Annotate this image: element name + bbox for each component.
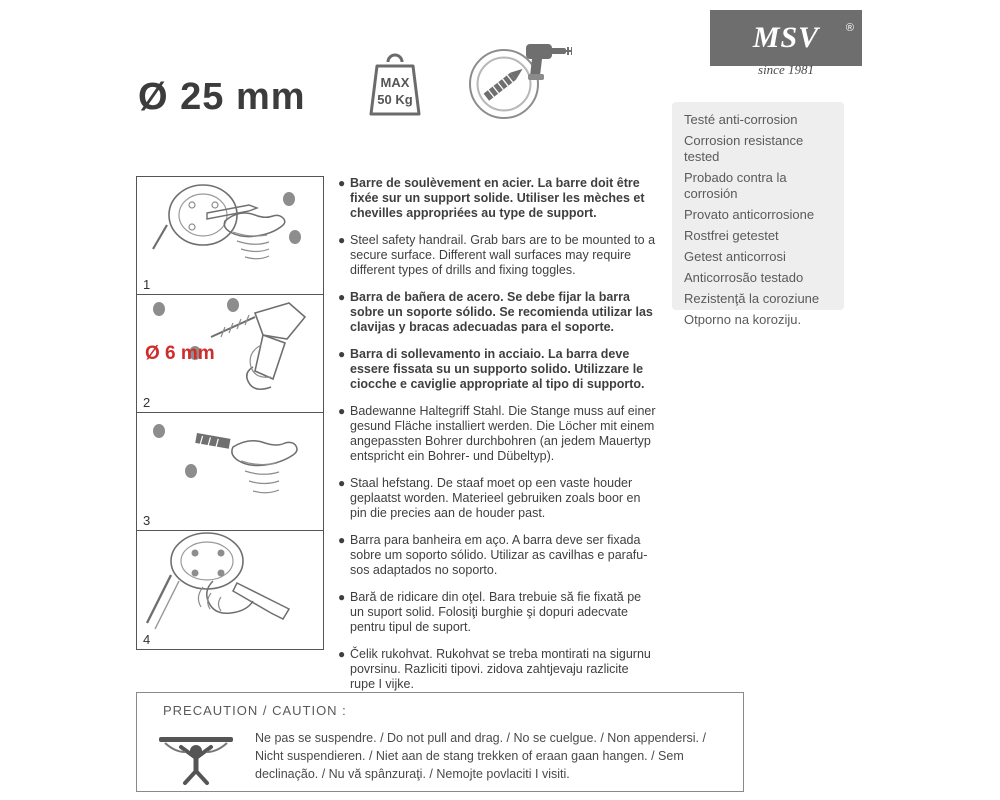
step-1-illustration — [137, 177, 323, 293]
corrosion-panel — [672, 102, 844, 327]
page-title: Ø 25 mm — [138, 76, 306, 118]
tools-badge — [462, 34, 572, 124]
brand-name: MSV — [752, 21, 820, 54]
instruction-text: Badewanne Haltegriff Stahl. Die Stange muss auf einer gesund Fläche installiert werden. Die Löcher mit einem angepassten Bohrer durchbohren (an jedem Mauertyp entspricht ein Bohrer- und Dübeltyp). — [350, 404, 656, 463]
bullet-icon: ● — [338, 533, 346, 547]
instruction-item — [338, 476, 656, 521]
step-4-illustration — [137, 531, 323, 647]
instruction-item — [338, 533, 656, 578]
instruction-text: Barre de soulèvement en acier. La barre doit être fixée sur un support solide. Utiliser les mèches et chevilles appropriées au type de support. — [350, 176, 645, 220]
instruction-item — [338, 233, 656, 278]
instruction-text: Steel safety handrail. Grab bars are to be mounted to a secure surface. Different wall surfaces may require different types of drills and fixing toggles. — [350, 233, 656, 277]
weight-icon — [357, 52, 433, 118]
bullet-icon: ● — [338, 647, 346, 661]
stainless-steel-drill-icon — [462, 34, 572, 124]
installation-steps — [136, 176, 324, 650]
precaution-panel — [136, 692, 744, 792]
step-number: 4 — [143, 632, 151, 647]
bullet-icon: ● — [338, 476, 346, 490]
max-weight-line1: MAX — [380, 75, 410, 90]
corrosion-line: Corrosion resistance tested — [684, 133, 804, 164]
corrosion-line: Getest anticorrosi — [684, 249, 786, 264]
instruction-item — [338, 647, 656, 692]
step-3 — [137, 413, 323, 531]
bullet-icon: ● — [338, 176, 346, 190]
instruction-text: Barra para banheira em aço. A barra deve ser fixada sobre um soporto sólido. Utilizar as cavilhas e parafu-sos adaptados no soporto. — [350, 533, 648, 577]
instruction-item — [338, 290, 656, 335]
corrosion-line: Testé anti-corrosion — [684, 112, 798, 127]
step-4 — [137, 531, 323, 649]
bullet-icon: ● — [338, 404, 346, 418]
instruction-text: Barra de bañera de acero. Se debe fijar la barra sobre un soporte sólido. Se recomienda utilizar las clavijas y bracas adecuadas para el soporte. — [350, 290, 653, 334]
bullet-icon: ● — [338, 233, 346, 247]
bullet-icon: ● — [338, 590, 346, 604]
max-weight-line2: 50 Kg — [377, 92, 413, 107]
corrosion-line: Probado contra la corrosión — [684, 170, 787, 201]
corrosion-line: Anticorrosão testado — [684, 270, 804, 285]
precaution-text: Ne pas se suspendre. / Do not pull and drag. / No se cuelgue. / Non appendersi. / Nicht suspendieren. / Niet aan de stang trekken of eraan gaan hangen. / Sem declinação. / Nu vă spânzuraţi. / Nemojte povlaciti I visiti. — [255, 731, 706, 781]
step-2 — [137, 295, 323, 413]
corrosion-line: Provato anticorrosione — [684, 207, 815, 222]
corrosion-line: Rezistenţă la coroziune — [684, 291, 820, 306]
instruction-item — [338, 404, 656, 464]
bullet-icon: ● — [338, 290, 346, 304]
step-number: 3 — [143, 513, 151, 528]
drill-diameter-label: Ø 6 mm — [145, 343, 215, 364]
step-number: 2 — [143, 395, 151, 410]
corrosion-line: Rostfrei getestet — [684, 228, 779, 243]
corrosion-line: Otporno na koroziju. — [684, 312, 802, 327]
brand-since-label: since 1981 — [758, 62, 814, 77]
step-1 — [137, 177, 323, 295]
instruction-item — [338, 590, 656, 635]
precaution-title: PRECAUTION / CAUTION : — [163, 703, 347, 718]
instruction-text: Staal hefstang. De staaf moet op een vaste houder geplaatst worden. Materieel gebruiken zoals boor en pin die precies aan de houder past. — [350, 476, 641, 520]
registered-trademark-icon: ® — [845, 22, 854, 34]
instruction-item — [338, 347, 656, 392]
instruction-item — [338, 176, 656, 221]
do-not-hang-icon — [155, 727, 237, 785]
instruction-text: Bară de ridicare din oţel. Bara trebuie să fie fixată pe un suport solid. Folosiţi burghie şi dopuri adecvate pentru tipul de suport. — [350, 590, 642, 634]
bullet-icon: ● — [338, 347, 346, 361]
step-3-illustration — [137, 413, 323, 529]
brand-logo — [710, 10, 862, 66]
step-number: 1 — [143, 277, 151, 292]
instructions-list — [338, 176, 656, 704]
instruction-text: Barra di sollevamento in acciaio. La barra deve essere fissata su un supporto solido. Utilizzare le ciocche e caviglie appropriate al tipo di supporto. — [350, 347, 645, 391]
max-weight-badge — [357, 52, 433, 118]
instruction-text: Čelik rukohvat. Rukohvat se treba montirati na sigurnu povrsinu. Razliciti tipovi. zidova zahtjevaju razlicite rupe I vijke. — [350, 647, 651, 691]
